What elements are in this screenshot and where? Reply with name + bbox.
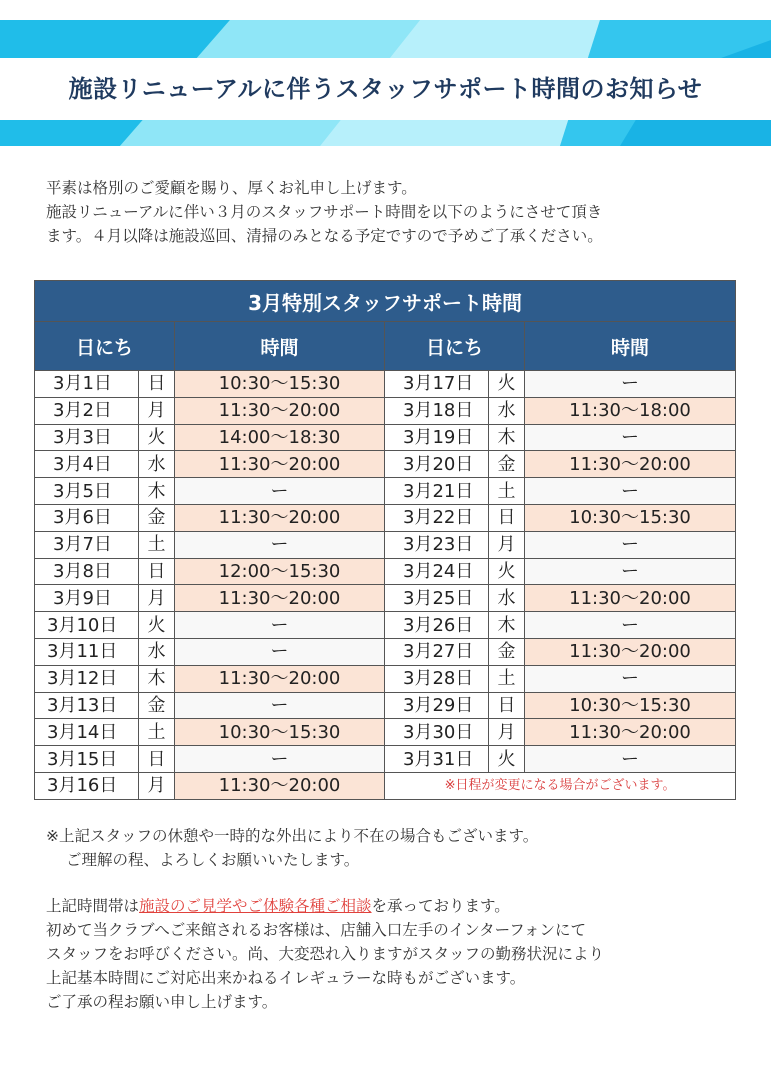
intro-text <box>46 176 736 248</box>
weekday-cell: 水 <box>489 585 525 612</box>
date-cell: 3月13日 <box>35 692 139 719</box>
date-cell: 3月31日 <box>385 746 489 773</box>
date-cell: 3月9日 <box>35 585 139 612</box>
intro-line: ます。４月以降は施設巡回、清掃のみとなる予定ですので予めご了承ください。 <box>46 227 603 245</box>
absence-note-cont: ご理解の程、よろしくお願いいたします。 <box>66 851 360 869</box>
weekday-cell: 金 <box>489 451 525 478</box>
notes-line: 初めて当クラブへご来館されるお客様は、店舗入口左手のインターフォンにて <box>46 921 587 939</box>
table-row <box>35 719 736 746</box>
time-cell: 11:30〜20:00 <box>525 585 736 612</box>
weekday-cell: 火 <box>489 746 525 773</box>
table-row <box>35 531 736 558</box>
weekday-cell: 土 <box>139 719 175 746</box>
time-cell: ー <box>525 558 736 585</box>
service-link[interactable]: 施設のご見学やご体験各種ご相談 <box>139 897 372 915</box>
date-cell: 3月24日 <box>385 558 489 585</box>
notes-section <box>46 824 736 1014</box>
date-cell: 3月15日 <box>35 746 139 773</box>
weekday-cell: 日 <box>139 371 175 398</box>
time-cell: 10:30〜15:30 <box>525 504 736 531</box>
time-cell: ー <box>175 638 385 665</box>
date-cell: 3月5日 <box>35 478 139 505</box>
weekday-cell: 月 <box>139 585 175 612</box>
date-cell: 3月1日 <box>35 371 139 398</box>
notes-line: 上記基本時間にご対応出来かねるイレギュラーな時もがございます。 <box>46 969 526 987</box>
table-row <box>35 478 736 505</box>
time-cell: 11:30〜18:00 <box>525 397 736 424</box>
weekday-cell: 木 <box>139 478 175 505</box>
time-cell: ー <box>525 612 736 639</box>
table-row <box>35 504 736 531</box>
weekday-cell: 土 <box>139 531 175 558</box>
time-cell: ー <box>175 478 385 505</box>
time-cell: ー <box>525 424 736 451</box>
time-cell: 11:30〜20:00 <box>175 585 385 612</box>
date-cell: 3月7日 <box>35 531 139 558</box>
time-cell: ー <box>525 746 736 773</box>
date-cell: 3月25日 <box>385 585 489 612</box>
date-cell: 3月23日 <box>385 531 489 558</box>
date-cell: 3月30日 <box>385 719 489 746</box>
date-cell: 3月22日 <box>385 504 489 531</box>
weekday-cell: 月 <box>139 772 175 799</box>
date-cell: 3月27日 <box>385 638 489 665</box>
date-cell: 3月6日 <box>35 504 139 531</box>
weekday-cell: 日 <box>489 692 525 719</box>
schedule-title: 3月特別スタッフサポート時間 <box>35 281 736 322</box>
date-cell: 3月16日 <box>35 772 139 799</box>
date-cell: 3月10日 <box>35 612 139 639</box>
weekday-cell: 日 <box>139 746 175 773</box>
weekday-cell: 木 <box>489 612 525 639</box>
time-cell: ー <box>525 531 736 558</box>
service-suffix: を承っております。 <box>371 897 510 915</box>
table-row <box>35 371 736 398</box>
column-header-date: 日にち <box>35 322 175 371</box>
date-cell: 3月11日 <box>35 638 139 665</box>
date-cell: 3月26日 <box>385 612 489 639</box>
time-cell: 11:30〜20:00 <box>525 451 736 478</box>
date-cell: 3月14日 <box>35 719 139 746</box>
date-cell: 3月29日 <box>385 692 489 719</box>
weekday-cell: 火 <box>139 612 175 639</box>
date-cell: 3月12日 <box>35 665 139 692</box>
time-cell: 10:30〜15:30 <box>175 371 385 398</box>
date-cell: 3月2日 <box>35 397 139 424</box>
weekday-cell: 水 <box>139 451 175 478</box>
time-cell: 14:00〜18:30 <box>175 424 385 451</box>
date-cell: 3月20日 <box>385 451 489 478</box>
table-row <box>35 451 736 478</box>
weekday-cell: 水 <box>489 397 525 424</box>
weekday-cell: 月 <box>489 719 525 746</box>
time-cell: ー <box>525 371 736 398</box>
time-cell: ー <box>175 612 385 639</box>
time-cell: 11:30〜20:00 <box>175 665 385 692</box>
intro-line: 施設リニューアルに伴い３月のスタッフサポート時間を以下のようにさせて頂き <box>46 203 603 221</box>
time-cell: ー <box>525 478 736 505</box>
time-cell: 11:30〜20:00 <box>175 451 385 478</box>
time-cell: 11:30〜20:00 <box>175 397 385 424</box>
page-title: 施設リニューアルに伴うスタッフサポート時間のお知らせ <box>68 75 703 103</box>
table-row <box>35 612 736 639</box>
time-cell: ー <box>175 531 385 558</box>
table-row <box>35 665 736 692</box>
time-cell: 12:00〜15:30 <box>175 558 385 585</box>
table-row <box>35 638 736 665</box>
weekday-cell: 火 <box>489 371 525 398</box>
schedule-table <box>34 280 736 800</box>
date-cell: 3月17日 <box>385 371 489 398</box>
table-row <box>35 772 736 799</box>
weekday-cell: 日 <box>139 558 175 585</box>
notes-line: スタッフをお呼びください。尚、大変恐れ入りますがスタッフの勤務状況により <box>46 945 605 963</box>
time-cell: 11:30〜20:00 <box>175 504 385 531</box>
table-row <box>35 424 736 451</box>
weekday-cell: 木 <box>139 665 175 692</box>
table-row <box>35 585 736 612</box>
weekday-cell: 水 <box>139 638 175 665</box>
weekday-cell: 月 <box>139 397 175 424</box>
schedule-body <box>35 371 736 800</box>
notes-line: ご了承の程お願い申し上げます。 <box>46 993 278 1011</box>
time-cell: 11:30〜20:00 <box>525 638 736 665</box>
time-cell: 11:30〜20:00 <box>175 772 385 799</box>
date-cell: 3月8日 <box>35 558 139 585</box>
weekday-cell: 月 <box>489 531 525 558</box>
table-row <box>35 397 736 424</box>
weekday-cell: 土 <box>489 665 525 692</box>
time-cell: ー <box>525 665 736 692</box>
table-row <box>35 558 736 585</box>
weekday-cell: 土 <box>489 478 525 505</box>
column-header-time: 時間 <box>525 322 736 371</box>
weekday-cell: 金 <box>139 504 175 531</box>
weekday-cell: 火 <box>139 424 175 451</box>
date-cell: 3月3日 <box>35 424 139 451</box>
schedule-change-note: ※日程が変更になる場合がございます。 <box>385 772 736 799</box>
service-prefix: 上記時間帯は <box>46 897 140 915</box>
weekday-cell: 日 <box>489 504 525 531</box>
absence-note: ※上記スタッフの休憩や一時的な外出により不在の場合もございます。 <box>46 827 539 845</box>
service-line <box>46 894 736 918</box>
column-header-time: 時間 <box>175 322 385 371</box>
time-cell: ー <box>175 692 385 719</box>
table-row <box>35 746 736 773</box>
header-banner <box>0 20 771 146</box>
table-row <box>35 692 736 719</box>
weekday-cell: 金 <box>489 638 525 665</box>
time-cell: ー <box>175 746 385 773</box>
date-cell: 3月18日 <box>385 397 489 424</box>
time-cell: 10:30〜15:30 <box>525 692 736 719</box>
intro-line: 平素は格別のご愛顧を賜り、厚くお礼申し上げます。 <box>46 179 417 197</box>
time-cell: 11:30〜20:00 <box>525 719 736 746</box>
time-cell: 10:30〜15:30 <box>175 719 385 746</box>
weekday-cell: 金 <box>139 692 175 719</box>
date-cell: 3月4日 <box>35 451 139 478</box>
weekday-cell: 火 <box>489 558 525 585</box>
date-cell: 3月19日 <box>385 424 489 451</box>
weekday-cell: 木 <box>489 424 525 451</box>
date-cell: 3月28日 <box>385 665 489 692</box>
date-cell: 3月21日 <box>385 478 489 505</box>
column-header-date: 日にち <box>385 322 525 371</box>
